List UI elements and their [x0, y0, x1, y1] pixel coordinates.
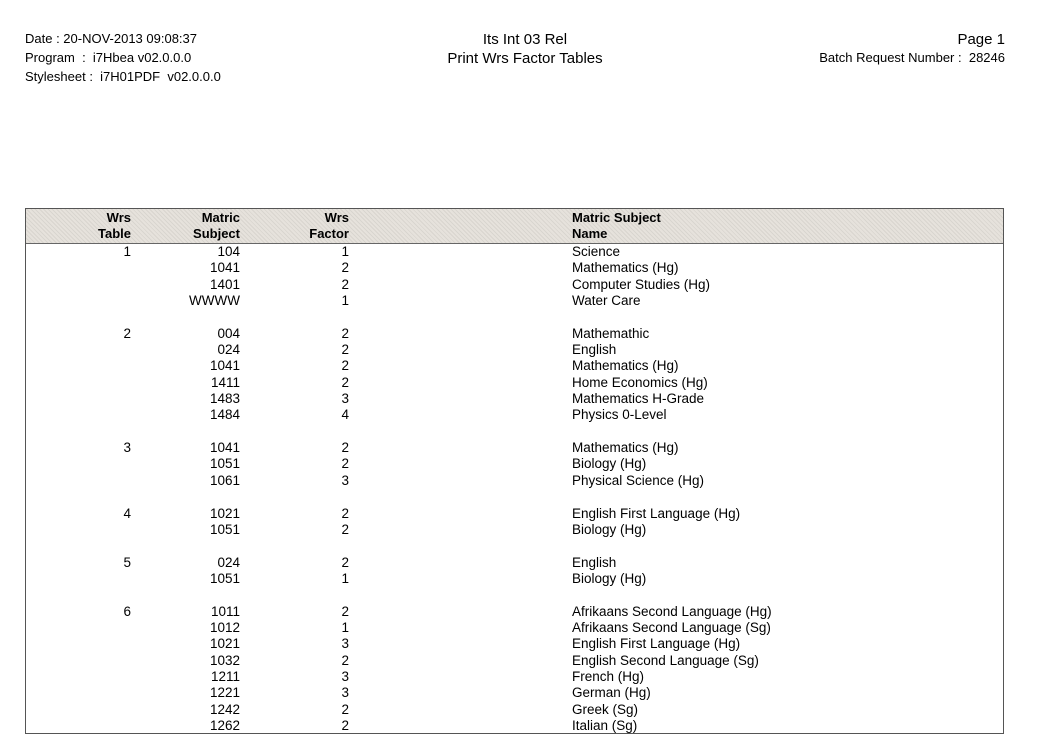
wrs-table-number: 4: [123, 505, 131, 521]
wrs-table-number: 2: [123, 325, 131, 341]
report-title: Its Int 03 Rel: [482, 31, 568, 48]
report-heading: [375, 30, 675, 68]
table-body: [26, 244, 1003, 734]
matric-subject-code: 1021: [209, 505, 240, 521]
matric-subject-code: 1242: [209, 701, 240, 717]
table-row: [26, 685, 1003, 701]
wrs-factor-value: 3: [341, 636, 349, 652]
matric-subject-code: 1032: [209, 652, 240, 668]
wrs-factor-value: 2: [341, 276, 349, 292]
table-row: [26, 473, 1003, 489]
matric-subject-code: 104: [217, 244, 240, 259]
matric-subject-code: 1041: [209, 260, 240, 276]
table-row: [26, 391, 1003, 407]
wrs-factor-value: 2: [341, 505, 349, 521]
matric-subject-name: Biology (Hg): [572, 456, 647, 472]
batch-request-number: Batch Request Number : 28246: [819, 50, 1005, 65]
col-header-wrs-table: Wrs Table: [98, 210, 131, 241]
wrs-factor-value: 4: [341, 407, 349, 423]
wrs-table-number: 6: [123, 603, 131, 619]
table-row: [26, 293, 1003, 309]
table-row: [26, 456, 1003, 472]
table-row: [26, 440, 1003, 456]
wrs-factor-value: 2: [341, 440, 349, 456]
page-number: Page 1: [957, 31, 1005, 48]
table-header: [26, 209, 1003, 244]
matric-subject-name: Mathematics (Hg): [572, 440, 679, 456]
matric-subject-code: 1411: [210, 374, 240, 390]
wrs-factor-value: 3: [341, 391, 349, 407]
table-row: [26, 244, 1003, 260]
wrs-factor-value: 2: [341, 456, 349, 472]
matric-subject-name: Computer Studies (Hg): [572, 276, 711, 292]
matric-subject-code: 1401: [209, 276, 240, 292]
wrs-factor-value: 1: [341, 570, 349, 586]
matric-subject-name: Biology (Hg): [572, 570, 647, 586]
wrs-factor-value: 3: [341, 472, 349, 488]
col-header-subject-name: Matric Subject Name: [572, 210, 661, 241]
table-row: [26, 506, 1003, 522]
wrs-factor-value: 3: [341, 685, 349, 701]
matric-subject-code: 1021: [209, 636, 240, 652]
wrs-factor-value: 2: [341, 521, 349, 537]
table-row: [26, 555, 1003, 571]
wrs-factor-value: 2: [341, 652, 349, 668]
matric-subject-code: 004: [217, 325, 240, 341]
report-stylesheet: Stylesheet : i7H01PDF v02.0.0.0: [25, 69, 221, 84]
report-meta: [25, 29, 221, 86]
col-header-matric-subject: Matric Subject: [193, 210, 240, 241]
table-row: [26, 636, 1003, 652]
report-program: Program : i7Hbea v02.0.0.0: [25, 50, 192, 65]
wrs-factor-value: 2: [341, 342, 349, 358]
matric-subject-name: Science: [572, 244, 621, 259]
matric-subject-name: Physical Science (Hg): [572, 472, 705, 488]
matric-subject-name: Biology (Hg): [572, 521, 647, 537]
matric-subject-name: Water Care: [572, 293, 641, 309]
wrs-factor-value: 3: [341, 668, 349, 684]
wrs-factor-value: 2: [341, 325, 349, 341]
table-row: [26, 326, 1003, 342]
matric-subject-name: Afrikaans Second Language (Hg): [572, 603, 772, 619]
matric-subject-name: Afrikaans Second Language (Sg): [572, 619, 771, 635]
report-date: Date : 20-NOV-2013 09:08:37: [25, 31, 198, 46]
matric-subject-name: English First Language (Hg): [572, 636, 741, 652]
matric-subject-name: Home Economics (Hg): [572, 374, 708, 390]
matric-subject-name: Greek (Sg): [572, 701, 639, 717]
matric-subject-code: 1041: [209, 358, 240, 374]
wrs-factor-value: 2: [341, 717, 349, 733]
matric-subject-code: 1051: [209, 570, 240, 586]
matric-subject-name: English Second Language (Sg): [572, 652, 759, 668]
report-subtitle: Print Wrs Factor Tables: [447, 50, 603, 67]
table-row: [26, 522, 1003, 538]
wrs-factor-table: [25, 208, 1004, 734]
matric-subject-code: WWWW: [189, 293, 240, 309]
table-row: [26, 358, 1003, 374]
wrs-table-number: 3: [123, 440, 131, 456]
report-page-info: [819, 30, 1005, 66]
table-row: [26, 407, 1003, 423]
matric-subject-name: Physics 0-Level: [572, 407, 667, 423]
table-row: [26, 342, 1003, 358]
col-header-wrs-factor: Wrs Factor: [309, 210, 349, 241]
matric-subject-code: 1484: [209, 407, 240, 423]
table-row: [26, 669, 1003, 685]
matric-subject-name: Mathematics (Hg): [572, 260, 679, 276]
table-row: [26, 277, 1003, 293]
table-row: [26, 653, 1003, 669]
matric-subject-code: 1041: [209, 440, 240, 456]
matric-subject-name: Mathemathic: [572, 325, 650, 341]
matric-subject-code: 1051: [209, 456, 240, 472]
wrs-table-number: 1: [123, 244, 131, 259]
matric-subject-code: 1012: [209, 619, 240, 635]
matric-subject-name: English First Language (Hg): [572, 505, 741, 521]
table-row: [26, 702, 1003, 718]
table-row: [26, 718, 1003, 734]
matric-subject-name: English: [572, 342, 617, 358]
table-row: [26, 571, 1003, 587]
wrs-factor-value: 2: [341, 358, 349, 374]
matric-subject-name: German (Hg): [572, 685, 651, 701]
matric-subject-name: Italian (Sg): [572, 717, 638, 733]
wrs-table-number: 5: [123, 554, 131, 570]
matric-subject-code: 1011: [210, 603, 240, 619]
matric-subject-code: 1061: [209, 472, 240, 488]
table-row: [26, 375, 1003, 391]
wrs-factor-value: 2: [341, 260, 349, 276]
matric-subject-code: 1221: [209, 685, 240, 701]
matric-subject-code: 1483: [209, 391, 240, 407]
wrs-factor-value: 2: [341, 603, 349, 619]
table-row: [26, 620, 1003, 636]
wrs-factor-value: 1: [341, 293, 349, 309]
matric-subject-name: Mathematics (Hg): [572, 358, 679, 374]
wrs-factor-value: 1: [341, 244, 349, 259]
wrs-factor-value: 2: [341, 554, 349, 570]
table-row: [26, 604, 1003, 620]
wrs-factor-value: 2: [341, 701, 349, 717]
matric-subject-name: French (Hg): [572, 668, 645, 684]
matric-subject-code: 024: [217, 342, 240, 358]
matric-subject-code: 1211: [210, 668, 240, 684]
matric-subject-code: 1051: [209, 521, 240, 537]
matric-subject-code: 1262: [209, 717, 240, 733]
matric-subject-name: Mathematics H-Grade: [572, 391, 705, 407]
wrs-factor-value: 2: [341, 374, 349, 390]
matric-subject-code: 024: [217, 554, 240, 570]
matric-subject-name: English: [572, 554, 617, 570]
wrs-factor-value: 1: [341, 619, 349, 635]
table-row: [26, 260, 1003, 276]
